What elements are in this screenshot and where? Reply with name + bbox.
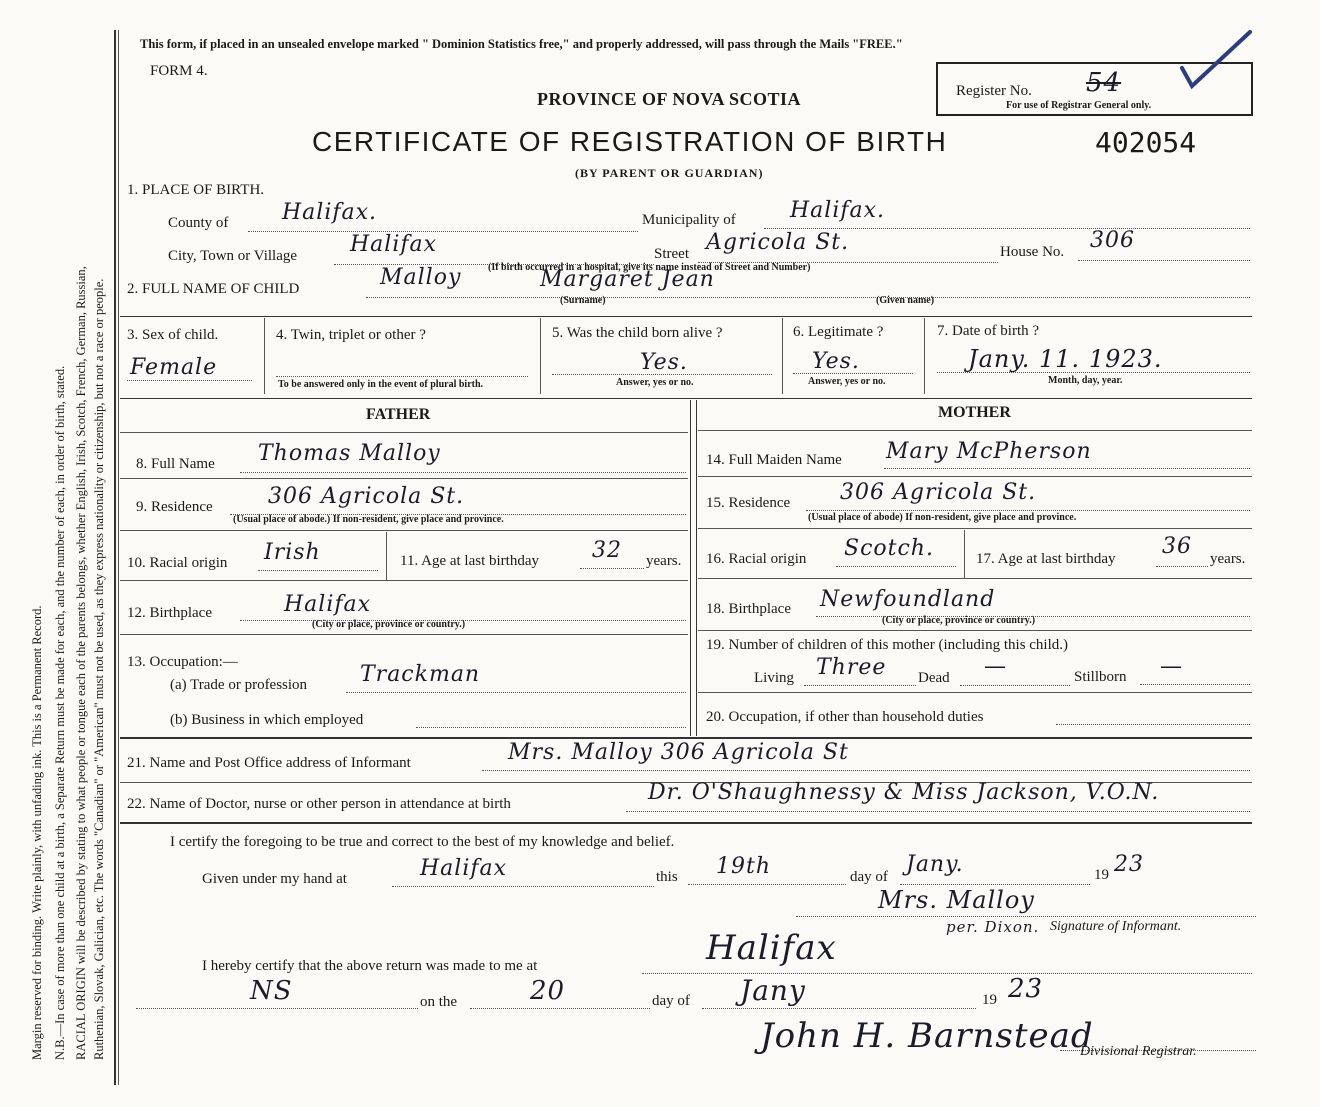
legitimate-note: Answer, yes or no. [808,376,886,387]
registrar-year-prefix: 19 [982,992,997,1008]
year-prefix: 19 [1094,867,1109,883]
margin-rule [114,30,116,1085]
father-race-label: 10. Racial origin [127,555,228,571]
given-place: Halifax [420,856,508,881]
registrar-place: Halifax [706,928,837,968]
mother-birthplace-note: (City or place, province or country.) [882,615,1036,626]
stillborn-value: — [1160,654,1183,679]
registrar-day-of-label: day of [652,993,690,1009]
registrar-label: Divisional Registrar. [1080,1044,1197,1059]
city-value: Halifax [350,232,438,257]
occupation-label: 13. Occupation:— [127,654,238,670]
mother-name-label: 14. Full Maiden Name [706,452,842,468]
father-residence-label: 9. Residence [136,499,213,515]
dead-label: Dead [918,670,950,686]
dead-value: — [984,654,1007,679]
province-heading: PROVINCE OF NOVA SCOTIA [537,89,802,109]
house-number-label: House No. [1000,244,1065,260]
born-alive-value: Yes. [640,350,688,375]
mother-residence-label: 15. Residence [706,495,791,511]
father-race-value: Irish [264,540,321,565]
this-label: this [656,869,678,885]
born-alive-label: 5. Was the child born alive ? [552,325,723,341]
mother-race-value: Scotch. [844,536,934,561]
municipality-label: Municipality of [642,212,736,228]
father-birthplace-value: Halifax [284,592,372,617]
county-label: County of [168,215,229,231]
margin-note-4: Ruthenian, Slovak, Galician, etc. The words "Canadian" or "American" must not be used, as they express nationality or citizenship, but not a race or people. [92,278,106,1060]
margin-rule-2 [118,30,119,1085]
registrar-signature: John H. Barnstead [760,1016,1094,1056]
mother-age-unit: years. [1210,551,1246,567]
county-value: Halifax. [282,200,378,225]
mother-residence-note: (Usual place of abode) If non-resident, give place and province. [808,512,1077,523]
mother-birthplace-value: Newfoundland [820,587,996,612]
informant-label: 21. Name and Post Office address of Informant [127,755,411,771]
informant-signature: Mrs. Malloy [878,886,1035,914]
father-age-label: 11. Age at last birthday [400,553,539,569]
father-heading: FATHER [366,406,431,423]
margin-note-1: Margin reserved for binding. Write plainly, with unfading ink. This is a Permanent Record. [30,605,44,1060]
registrar-month: Jany [740,974,806,1007]
given-name-note: (Given name) [876,295,935,306]
father-name-value: Thomas Malloy [258,441,441,466]
child-surname: Malloy [380,265,462,290]
city-label: City, Town or Village [168,248,298,264]
per-note: per. Dixon. [946,918,1040,936]
legitimate-label: 6. Legitimate ? [793,324,884,340]
mother-birthplace-label: 18. Birthplace [706,601,791,617]
margin-note-2: N.B.—In case of more than one child at a birth, a Separate Return must be made for each, and the number of each, in order of birth, stated. [53,365,67,1060]
child-given-name: Margaret Jean [540,267,715,292]
register-value: 54 [1086,68,1122,98]
sex-label: 3. Sex of child. [127,327,219,343]
place-of-birth-heading: 1. PLACE OF BIRTH. [127,182,265,198]
street-label: Street [654,246,689,262]
registrar-year: 23 [1008,974,1044,1004]
born-alive-note: Answer, yes or no. [616,377,694,388]
on-the-label: on the [420,994,458,1010]
mother-race-label: 16. Racial origin [706,551,807,567]
register-box [936,62,1253,116]
doctor-label: 22. Name of Doctor, nurse or other person in attendance at birth [127,796,511,812]
mother-residence-value: 306 Agricola St. [840,480,1037,505]
twin-note: To be answered only in the event of plural birth. [278,379,484,390]
margin-note-3: RACIAL ORIGIN will be described by stating to what people or tongue each of the parents belongs, whether English, Irish, Scotch, French, German, Russian, [74,266,88,1060]
father-residence-note: (Usual place of abode.) If non-resident, give place and province. [233,514,504,525]
business-label: (b) Business in which employed [170,712,364,728]
mother-age-value: 36 [1162,534,1192,559]
sex-value: Female [130,355,218,380]
living-value: Three [816,655,887,680]
father-age-value: 32 [592,538,622,563]
certify-statement: I certify the foregoing to be true and correct to the best of my knowledge and belief. [170,834,675,850]
doctor-value: Dr. O'Shaughnessy & Miss Jackson, V.O.N. [648,780,1160,805]
father-birthplace-note: (City or place, province or country.) [312,619,466,630]
form-number: FORM 4. [150,63,208,79]
surname-note: (Surname) [560,295,606,306]
registrar-day: 20 [530,976,566,1006]
house-number-value: 306 [1090,228,1135,253]
street-value: Agricola St. [706,230,850,255]
mother-heading: MOTHER [938,404,1011,421]
hospital-note: (If birth occurred in a hospital, give its name instead of Street and Number) [488,262,811,273]
stillborn-label: Stillborn [1074,669,1127,685]
father-name-label: 8. Full Name [136,456,215,472]
register-note: For use of Registrar General only. [1006,100,1152,111]
date-of-birth-value: Jany. 11. 1923. [968,345,1163,373]
mother-occupation-label: 20. Occupation, if other than household duties [706,709,984,725]
informant-signature-label: Signature of Informant. [1050,919,1182,934]
mother-name-value: Mary McPherson [886,439,1092,464]
certificate-number: 402054 [1095,126,1197,159]
date-of-birth-note: Month, day, year. [1048,375,1123,386]
registrar-sub: NS [250,976,293,1006]
trade-value: Trackman [360,662,481,687]
date-of-birth-label: 7. Date of birth ? [937,323,1040,339]
children-count-label: 19. Number of children of this mother (including this child.) [706,637,1069,653]
father-birthplace-label: 12. Birthplace [127,605,212,621]
twin-label: 4. Twin, triplet or other ? [276,327,426,343]
certificate-title: CERTIFICATE OF REGISTRATION OF BIRTH [312,126,948,157]
registrar-statement: I hereby certify that the above return was made to me at [202,958,538,974]
given-year: 23 [1114,852,1144,877]
living-label: Living [754,670,794,686]
father-age-unit: years. [646,553,682,569]
child-name-label: 2. FULL NAME OF CHILD [127,281,300,297]
given-day: 19th [716,854,772,879]
certificate-subtitle: (BY PARENT OR GUARDIAN) [575,166,764,180]
mother-age-label: 17. Age at last birthday [976,551,1116,567]
trade-label: (a) Trade or profession [170,677,308,693]
check-mark-icon [1178,28,1258,98]
municipality-value: Halifax. [790,198,886,223]
legitimate-value: Yes. [812,349,860,374]
mail-notice: This form, if placed in an unsealed envelope marked " Dominion Statistics free," and properly addressed, will pass through the Mails "FREE." [140,37,903,51]
day-of-label: day of [850,869,888,885]
register-label: Register No. [956,83,1032,99]
informant-value: Mrs. Malloy 306 Agricola St [508,740,849,765]
given-under-label: Given under my hand at [202,871,347,887]
father-residence-value: 306 Agricola St. [268,484,465,509]
given-month: Jany. [906,852,964,877]
